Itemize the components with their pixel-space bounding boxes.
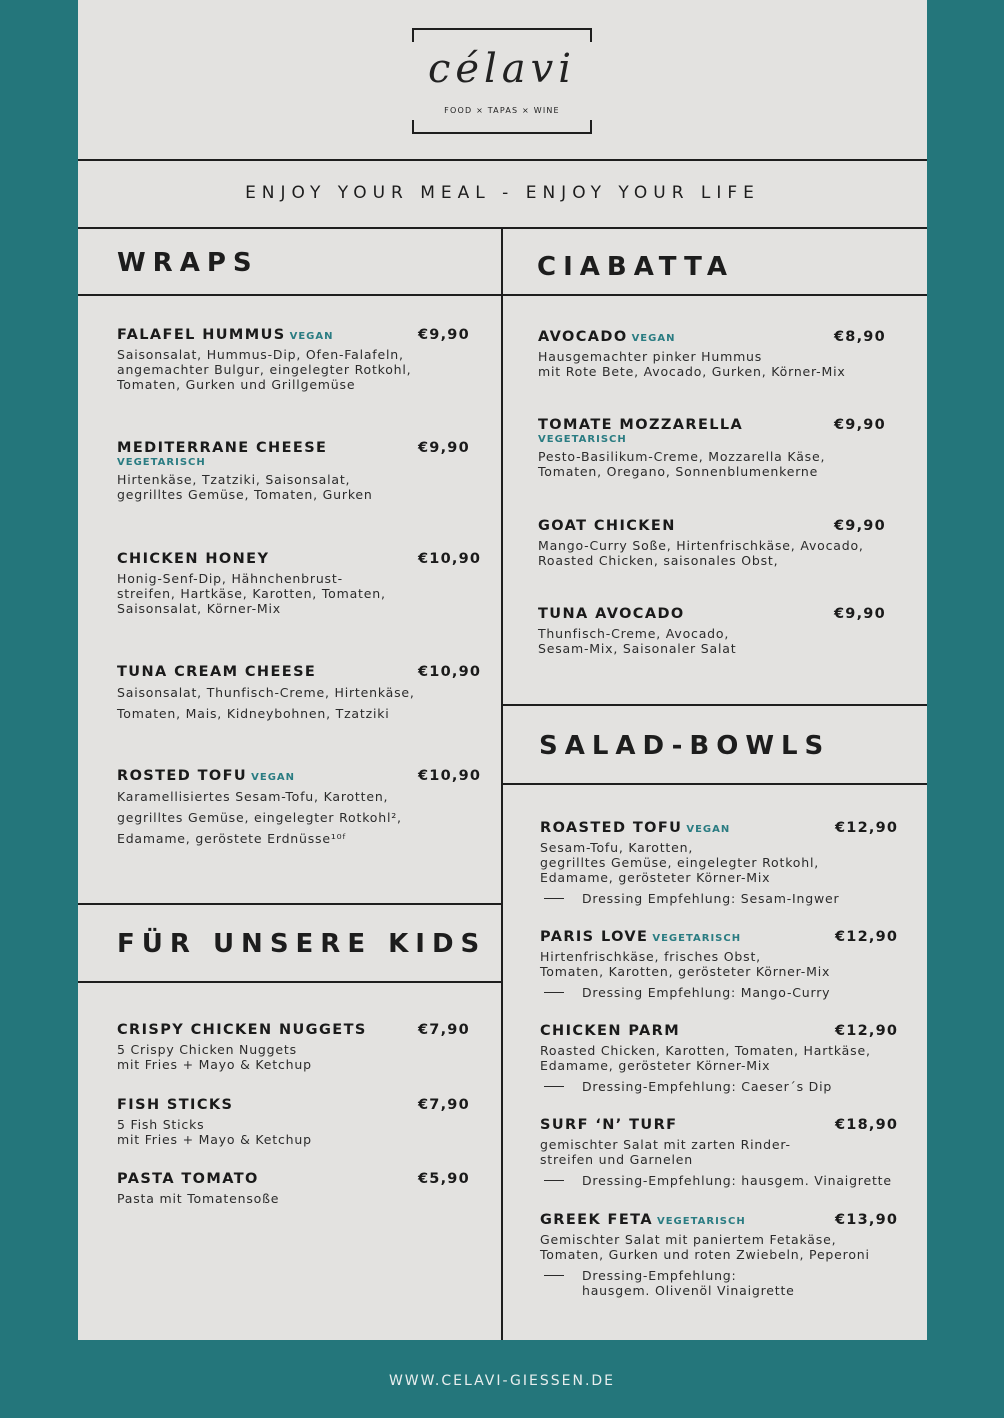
item-description: Mango-Curry Soße, Hirtenfrischkäse, Avocado, Roasted Chicken, saisonales Obst, [538, 538, 864, 568]
menu-item [117, 440, 487, 502]
section-title-kids: FÜR UNSERE KIDS [117, 929, 487, 959]
divider-salads-bottom [502, 783, 927, 785]
item-name: ROASTED TOFU [540, 820, 683, 836]
section-title-wraps: WRAPS [117, 248, 259, 278]
item-price: €7,90 [418, 1097, 470, 1113]
item-description: Honig-Senf-Dip, Hähnchenbrust- streifen, Hartkäse, Karotten, Tomaten, Saisonsalat, Körner-Mix [117, 571, 386, 616]
menu-item [540, 1212, 910, 1298]
item-name: PARIS LOVE [540, 929, 649, 945]
diet-tag: VEGAN [289, 331, 334, 342]
menu-item [117, 1022, 487, 1072]
item-price: €12,90 [835, 820, 899, 836]
item-name: CRISPY CHICKEN NUGGETS [117, 1022, 367, 1038]
item-description: Pesto-Basilikum-Creme, Mozzarella Käse, Tomaten, Oregano, Sonnenblumenkerne [538, 449, 826, 479]
divider-ciabatta [502, 294, 927, 296]
menu-item [538, 518, 908, 568]
menu-item [117, 664, 487, 724]
diet-tag: VEGAN [686, 824, 731, 835]
item-description: gemischter Salat mit zarten Rinder- streifen und Garnelen [540, 1137, 791, 1167]
item-name: SURF ‘N’ TURF [540, 1117, 678, 1133]
item-price: €9,90 [834, 518, 886, 534]
menu-item [538, 329, 908, 379]
item-name: GOAT CHICKEN [538, 518, 676, 534]
menu-item [117, 1171, 487, 1206]
item-name: ROSTED TOFU [117, 768, 248, 784]
dressing-recommendation: Dressing Empfehlung: Mango-Curry [540, 985, 910, 1000]
item-name: FALAFEL HUMMUS [117, 327, 286, 343]
dressing-recommendation: Dressing-Empfehlung: Caeser´s Dip [540, 1079, 910, 1094]
item-name: CHICKEN PARM [540, 1023, 681, 1039]
item-price: €9,90 [418, 440, 470, 456]
item-description: Karamellisiertes Sesam-Tofu, Karotten, gegrilltes Gemüse, eingelegter Rotkohl², Edamame, geröstete Erdnüsse¹⁰ᶠ [117, 789, 402, 846]
item-name: MEDITERRANE CHEESE [117, 440, 328, 456]
item-price: €13,90 [835, 1212, 899, 1228]
item-description: 5 Crispy Chicken Nuggets mit Fries + Mayo & Ketchup [117, 1042, 312, 1072]
menu-item [540, 929, 910, 1000]
item-price: €10,90 [418, 768, 482, 784]
dressing-recommendation: Dressing-Empfehlung: hausgem. Vinaigrette [540, 1173, 910, 1188]
menu-item [117, 1097, 487, 1147]
item-description: Saisonsalat, Thunfisch-Creme, Hirtenkäse, Tomaten, Mais, Kidneybohnen, Tzatziki [117, 685, 415, 721]
item-description: Hirtenfrischkäse, frisches Obst, Tomaten, Karotten, gerösteter Körner-Mix [540, 949, 831, 979]
item-name: FISH STICKS [117, 1097, 234, 1113]
item-price: €18,90 [835, 1117, 899, 1133]
menu-item [117, 327, 487, 392]
menu-sheet [78, 0, 927, 1340]
item-name: CHICKEN HONEY [117, 551, 270, 567]
logo-tagline: FOOD × TAPAS × WINE [444, 106, 560, 115]
item-description: Roasted Chicken, Karotten, Tomaten, Hartkäse, Edamame, gerösteter Körner-Mix [540, 1043, 871, 1073]
website-link[interactable]: WWW.CELAVI-GIESSEN.DE [388, 1373, 616, 1389]
item-description: Hausgemachter pinker Hummus mit Rote Bete, Avocado, Gurken, Körner-Mix [538, 349, 846, 379]
logo-script: célavi [427, 46, 577, 92]
logo [412, 28, 592, 134]
divider-top [78, 159, 927, 161]
divider-wraps [78, 294, 502, 296]
menu-item [538, 606, 908, 656]
diet-tag: VEGAN [251, 772, 296, 783]
divider-salads-top [502, 704, 927, 706]
item-name: GREEK FETA [540, 1212, 653, 1228]
item-price: €9,90 [418, 327, 470, 343]
item-price: €10,90 [418, 551, 482, 567]
item-description: 5 Fish Sticks mit Fries + Mayo & Ketchup [117, 1117, 312, 1147]
item-description: Hirtenkäse, Tzatziki, Saisonsalat, gegrilltes Gemüse, Tomaten, Gurken [117, 472, 373, 502]
menu-item [540, 1023, 910, 1094]
item-price: €5,90 [418, 1171, 470, 1187]
item-price: €9,90 [834, 606, 886, 622]
menu-item [538, 417, 908, 479]
item-description: Sesam-Tofu, Karotten, gegrilltes Gemüse, eingelegter Rotkohl, Edamame, gerösteter Körner-Mix [540, 840, 820, 885]
item-price: €9,90 [834, 417, 886, 433]
item-name: PASTA TOMATO [117, 1171, 259, 1187]
item-name: TUNA AVOCADO [538, 606, 685, 622]
divider-kids-top [78, 903, 502, 905]
section-title-salads: SALAD-BOWLS [539, 731, 831, 761]
divider-kids-bottom [78, 981, 502, 983]
item-description: Pasta mit Tomatensoße [117, 1191, 280, 1206]
item-price: €7,90 [418, 1022, 470, 1038]
menu-item [117, 551, 487, 616]
item-name: AVOCADO [538, 329, 628, 345]
item-description: Saisonsalat, Hummus-Dip, Ofen-Falafeln, angemachter Bulgur, eingelegter Rotkohl, Tomaten, Gurken und Grillgemüse [117, 347, 412, 392]
diet-tag: VEGETARISCH [656, 1216, 746, 1227]
dressing-recommendation: Dressing-Empfehlung: hausgem. Olivenöl Vinaigrette [540, 1268, 910, 1298]
menu-item [117, 768, 487, 849]
item-price: €8,90 [834, 329, 886, 345]
item-name: TOMATE MOZZARELLA [538, 417, 744, 433]
diet-tag: VEGETARISCH [538, 434, 627, 445]
item-description: Thunfisch-Creme, Avocado, Sesam-Mix, Saisonaler Salat [538, 626, 737, 656]
item-price: €12,90 [835, 929, 899, 945]
item-name: TUNA CREAM CHEESE [117, 664, 317, 680]
item-description: Gemischter Salat mit paniertem Fetakäse, Tomaten, Gurken und roten Zwiebeln, Peperoni [540, 1232, 870, 1262]
menu-item [540, 1117, 910, 1188]
dressing-recommendation: Dressing Empfehlung: Sesam-Ingwer [540, 891, 910, 906]
section-title-ciabatta: CIABATTA [537, 252, 734, 282]
menu-tagline: ENJOY YOUR MEAL - ENJOY YOUR LIFE [245, 183, 760, 203]
diet-tag: VEGETARISCH [117, 457, 206, 468]
diet-tag: VEGETARISCH [652, 933, 742, 944]
item-price: €12,90 [835, 1023, 899, 1039]
item-price: €10,90 [418, 664, 482, 680]
menu-item [540, 820, 910, 906]
diet-tag: VEGAN [631, 333, 676, 344]
